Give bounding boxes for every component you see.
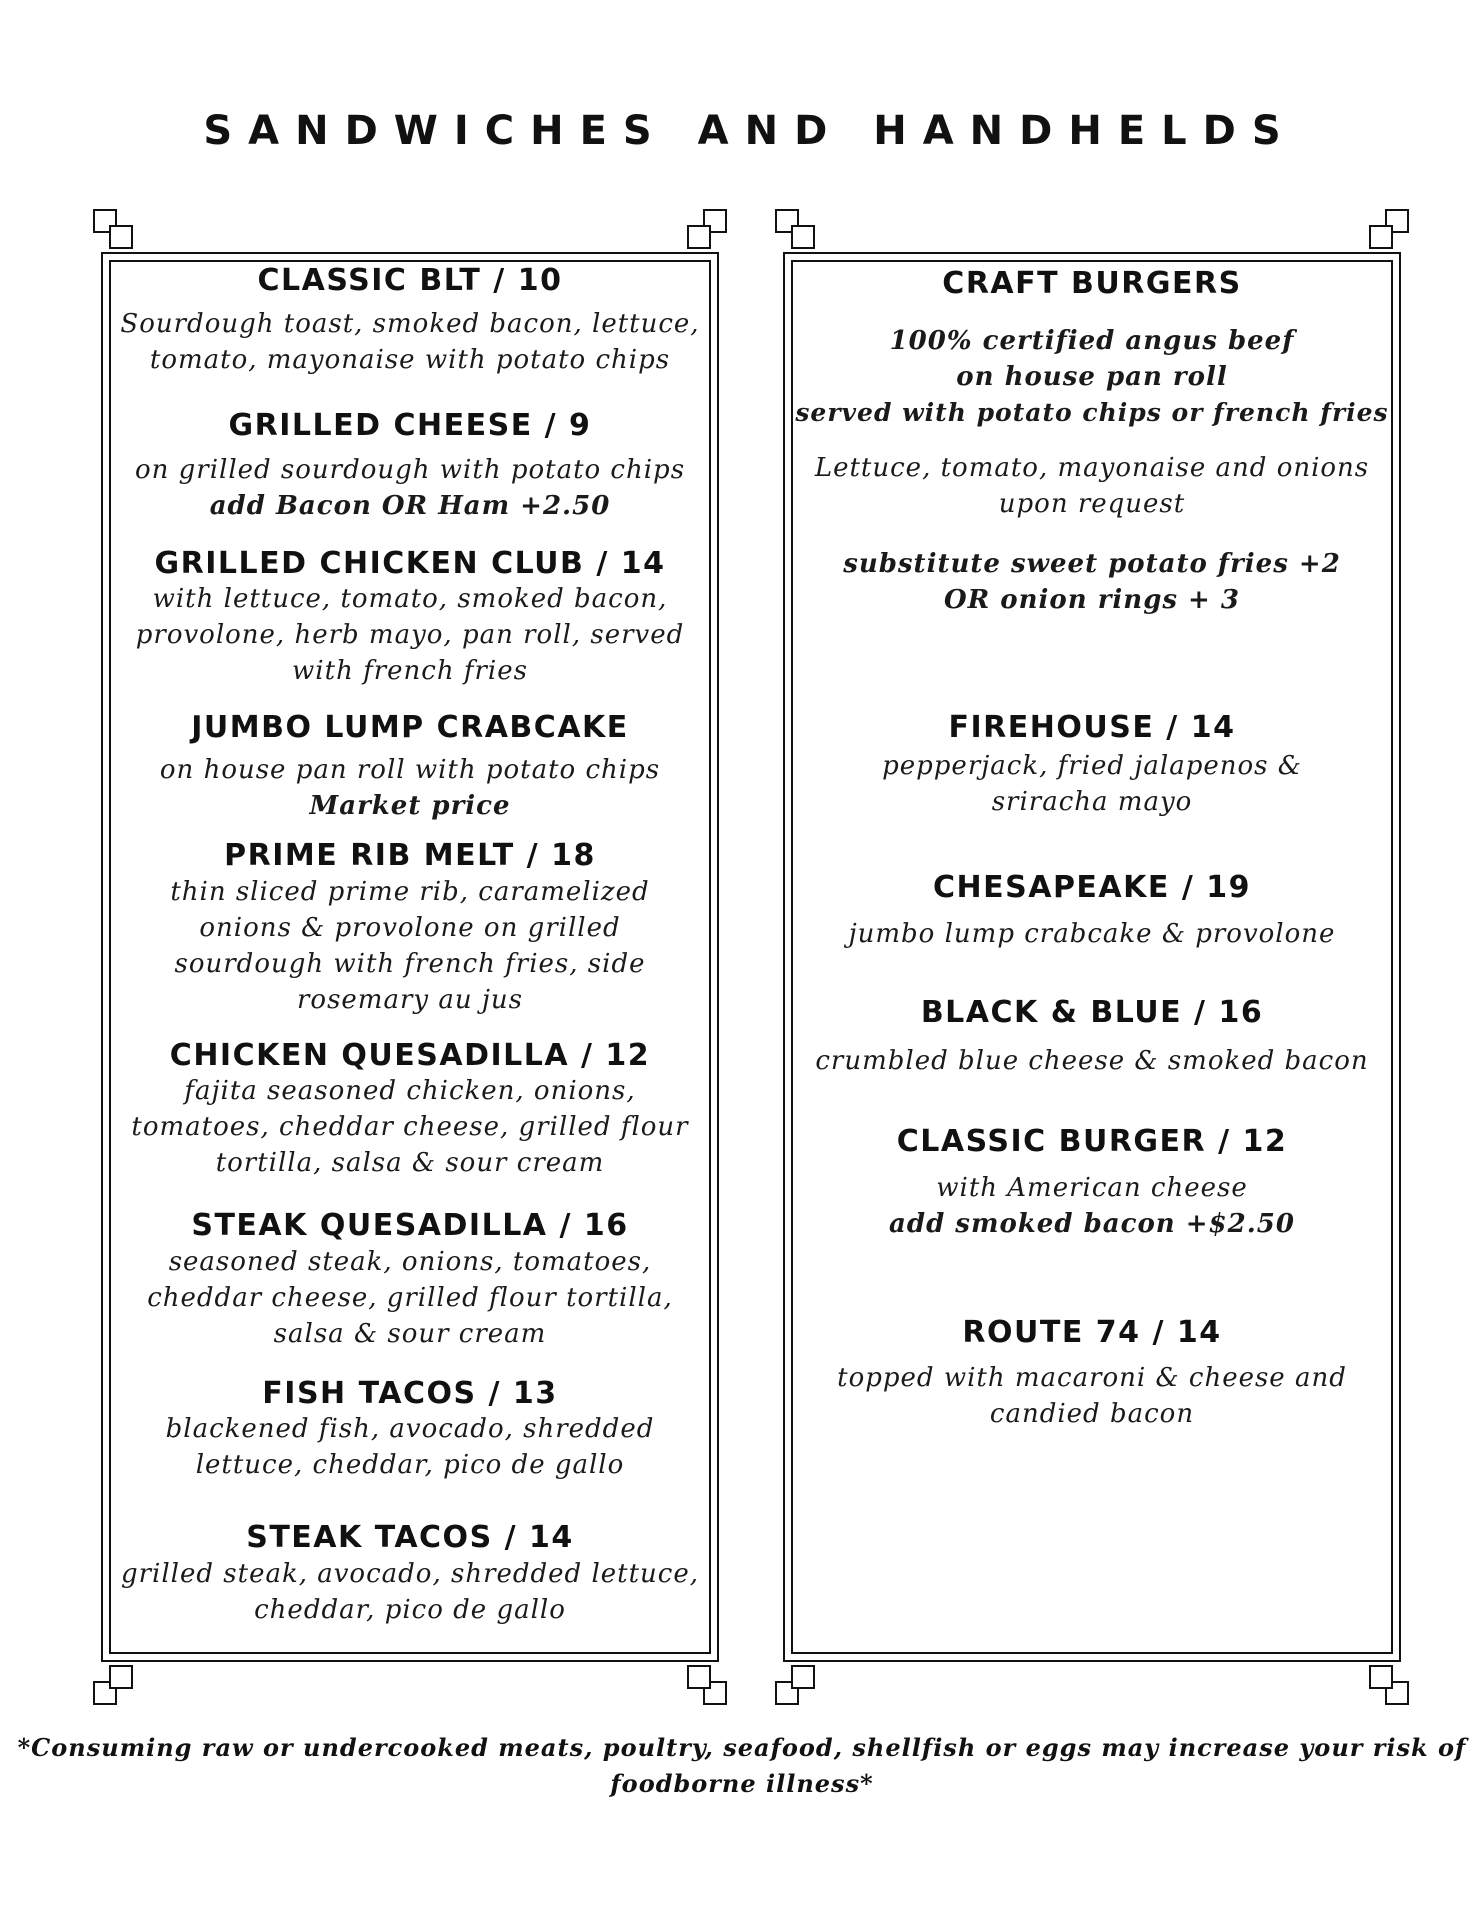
menu-item-title: GRILLED CHEESE / 9 bbox=[228, 408, 592, 443]
menu-item-title: PRIME RIB MELT / 18 bbox=[224, 838, 596, 873]
menu-item-title: GRILLED CHICKEN CLUB / 14 bbox=[154, 546, 666, 581]
menu-item-description: seasoned steak, onions, tomatoes, cheddar cheese, grilled flour tortilla, salsa & sour cream bbox=[147, 1247, 673, 1349]
menu-item-description: on house pan roll with potato chips Market price bbox=[159, 755, 661, 821]
menu-item-title: CHICKEN QUESADILLA / 12 bbox=[169, 1038, 651, 1073]
menu-item-description: with American cheese add smoked bacon +$2.50 bbox=[889, 1173, 1295, 1239]
menu-item-description: topped with macaroni & cheese and candied bacon bbox=[837, 1363, 1347, 1429]
menu-item-description: on grilled sourdough with potato chips add Bacon OR Ham +2.50 bbox=[134, 455, 686, 521]
menu-item-description: grilled steak, avocado, shredded lettuce, cheddar, pico de gallo bbox=[120, 1559, 700, 1625]
menu-item-title: CLASSIC BURGER / 12 bbox=[896, 1124, 1288, 1159]
sandwiches-panel bbox=[92, 208, 728, 1706]
section-note: Lettuce, tomato, mayonaise and onions upon request bbox=[814, 453, 1370, 519]
menu-item-description: Sourdough toast, smoked bacon, lettuce, tomato, mayonaise with potato chips bbox=[120, 309, 700, 375]
menu-item-title: ROUTE 74 / 14 bbox=[962, 1315, 1222, 1350]
menu-item-title: FIREHOUSE / 14 bbox=[948, 710, 1236, 745]
menu-item-description: blackened fish, avocado, shredded lettuce, cheddar, pico de gallo bbox=[165, 1414, 655, 1480]
craft-burgers-panel bbox=[774, 208, 1410, 1706]
menu-item-description: pepperjack, fried jalapenos & sriracha mayo bbox=[882, 751, 1302, 817]
section-substitutions: substitute sweet potato fries +2 OR onion rings + 3 bbox=[843, 549, 1341, 615]
menu-item-title: BLACK & BLUE / 16 bbox=[920, 995, 1264, 1030]
menu-item-title: CLASSIC BLT / 10 bbox=[257, 263, 563, 298]
section-intro: 100% certified angus beef on house pan roll served with potato chips or french fries bbox=[795, 326, 1389, 427]
section-title: CRAFT BURGERS bbox=[942, 266, 1242, 301]
menu-item-description: thin sliced prime rib, caramelized onions & provolone on grilled sourdough with french fries, side rosemary au jus bbox=[170, 877, 650, 1015]
menu-item-title: CHESAPEAKE / 19 bbox=[933, 870, 1251, 905]
food-safety-disclaimer: *Consuming raw or undercooked meats, poultry, seafood, shellfish or eggs may increase your risk of foodborne illness* bbox=[17, 1733, 1467, 1798]
menu-item-description: with lettuce, tomato, smoked bacon, provolone, herb mayo, pan roll, served with french fries bbox=[135, 584, 685, 686]
menu-item-description: jumbo lump crabcake & provolone bbox=[848, 919, 1336, 949]
menu-item-title: STEAK QUESADILLA / 16 bbox=[191, 1208, 629, 1243]
menu-item-description: fajita seasoned chicken, onions, tomatoes, cheddar cheese, grilled flour tortilla, salsa & sour cream bbox=[131, 1076, 689, 1178]
menu-item-description: crumbled blue cheese & smoked bacon bbox=[815, 1046, 1369, 1076]
panel-frame bbox=[774, 208, 1410, 1706]
menu-item-title: FISH TACOS / 13 bbox=[262, 1376, 558, 1411]
menu-item-title: STEAK TACOS / 14 bbox=[246, 1520, 574, 1555]
menu-item-title: JUMBO LUMP CRABCAKE bbox=[191, 710, 629, 745]
page-title: SANDWICHES AND HANDHELDS bbox=[203, 108, 1297, 154]
